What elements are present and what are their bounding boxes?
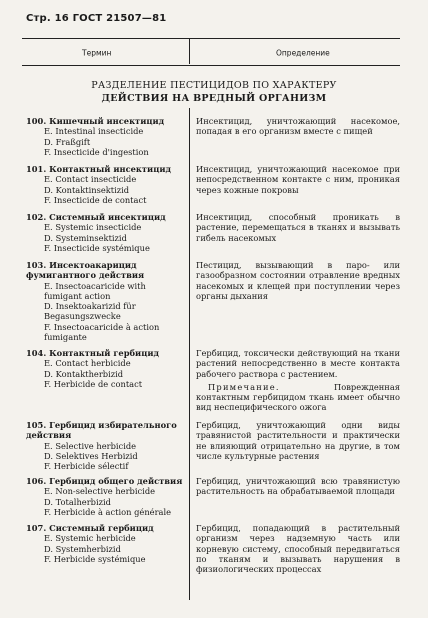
page-header: Стр. 16 ГОСТ 21507—81 xyxy=(26,13,167,24)
term-french: F. Herbicide sélectif xyxy=(44,461,129,472)
term-english: E. Contact herbicide xyxy=(44,358,131,369)
term-name: Гербицид общего действия xyxy=(49,476,183,486)
term-name: Инсектоакарицид фумигантного действия xyxy=(26,260,145,281)
definition-text: Гербицид, уничтожающий одни виды травянистой растительности и практически не влияющий отрицательно на другие, в том числе культурные растения xyxy=(196,420,400,461)
section-title-line2: ДЕЙСТВИЯ НА ВРЕДНЫЙ ОРГАНИЗМ xyxy=(101,93,327,104)
term-number: 100. xyxy=(26,116,47,126)
term-french: F. Insecticide systémique xyxy=(44,242,150,253)
term-number: 107. xyxy=(26,523,47,533)
term-number: 103. xyxy=(26,260,47,270)
definition-106 xyxy=(196,476,400,497)
term-french: F. Insecticide de contact xyxy=(44,194,147,205)
definition-102 xyxy=(196,212,400,243)
term-entry-103 xyxy=(26,260,186,342)
column-divider-body xyxy=(189,108,190,600)
term-english: E. Intestinal insecticide xyxy=(44,126,144,137)
term-german: D. Insektoakarizid für Begasungszwecke xyxy=(44,301,136,322)
definition-104 xyxy=(196,348,400,413)
term-entry-107 xyxy=(26,523,186,564)
note-text: Поврежденная контактным гербицидом ткань имеет обычно вид неспецифического ожога xyxy=(196,381,400,413)
term-french: F. Insecticide d'ingestion xyxy=(44,146,149,157)
definition-text: Гербицид, попадающий в растительный организм через надземную часть или корневую систему, способный передвигаться по тканям и вызывать нарушения в физиологических процессах xyxy=(196,523,400,575)
term-entry-104 xyxy=(26,348,186,389)
section-title-line1: РАЗДЕЛЕНИЕ ПЕСТИЦИДОВ ПО ХАРАКТЕРУ xyxy=(91,80,337,91)
term-german: D. Systeminsektizid xyxy=(44,232,127,243)
term-english: E. Contact insecticide xyxy=(44,174,137,185)
term-german: D. Systemherbizid xyxy=(44,543,121,554)
term-french: F. Herbicide à action générale xyxy=(44,506,172,517)
definition-text: Гербицид, токсически действующий на ткани растений непосредственно в месте контакта рабочего раствора с растением. xyxy=(196,348,400,379)
definition-text: Инсектицид, способный проникать в растение, перемещаться в тканях и вызывать гибель насекомых xyxy=(196,212,400,243)
definition-107 xyxy=(196,523,400,574)
definition-105 xyxy=(196,420,400,461)
term-entry-106 xyxy=(26,476,186,517)
term-entry-102 xyxy=(26,212,186,253)
term-german: D. Kontaktherbizid xyxy=(44,368,124,379)
term-french: F. Herbicide systémique xyxy=(44,553,146,564)
term-entry-101 xyxy=(26,164,186,205)
term-number: 104. xyxy=(26,348,47,358)
definition-103 xyxy=(196,260,400,301)
definition-100 xyxy=(196,116,400,137)
term-german: D. Totalherbizid xyxy=(44,496,111,507)
term-number: 102. xyxy=(26,212,47,222)
term-name: Кишечный инсектицид xyxy=(49,116,165,126)
term-number: 101. xyxy=(26,164,47,174)
term-english: E. Non-selective herbicide xyxy=(44,486,156,497)
definition-text: Инсектицид, уничтожающий насекомое, попадая в его организм вместе с пищей xyxy=(196,116,400,137)
column-header-definition: Определение xyxy=(276,48,330,58)
term-name: Гербицид избирательного действия xyxy=(26,420,177,441)
term-name: Контактный инсектицид xyxy=(49,164,172,174)
term-name: Системный инсектицид xyxy=(49,212,166,222)
term-english: E. Systemic insecticide xyxy=(44,222,142,233)
term-name: Системный гербицид xyxy=(49,523,154,533)
definition-text: Гербицид, уничтожающий всю травянистую растительность на обрабатываемой площади xyxy=(196,476,400,497)
term-french: F. Insectoacaricide à action fumigante xyxy=(44,321,160,343)
term-number: 105. xyxy=(26,420,47,430)
note-title: Примечание. xyxy=(208,381,280,392)
table-header-frame xyxy=(22,38,400,66)
term-french: F. Herbicide de contact xyxy=(44,378,143,389)
term-german: D. Kontaktinsektizid xyxy=(44,184,130,195)
term-english: E. Systemic herbicide xyxy=(44,533,136,544)
term-german: D. Selektives Herbizid xyxy=(44,450,138,461)
term-number: 106. xyxy=(26,476,47,486)
column-divider-header xyxy=(189,38,190,64)
term-german: D. Fraßgift xyxy=(44,136,91,147)
term-name: Контактный гербицид xyxy=(49,348,160,358)
term-entry-105 xyxy=(26,420,186,471)
definition-101 xyxy=(196,164,400,195)
column-header-terms: Термин xyxy=(82,48,112,58)
term-english: E. Selective herbicide xyxy=(44,440,137,451)
definition-text: Инсектицид, уничтожающий насекомое при непосредственном контакте с ним, проникая через кожные покровы xyxy=(196,164,400,195)
term-english: E. Insectoacaricide with fumigant action xyxy=(44,280,146,301)
definition-text: Пестицид, вызывающий в паро- или газообразном состоянии отравление вредных насекомых и клещей при поступлении через органы дыхания xyxy=(196,260,400,301)
term-entry-100 xyxy=(26,116,186,157)
